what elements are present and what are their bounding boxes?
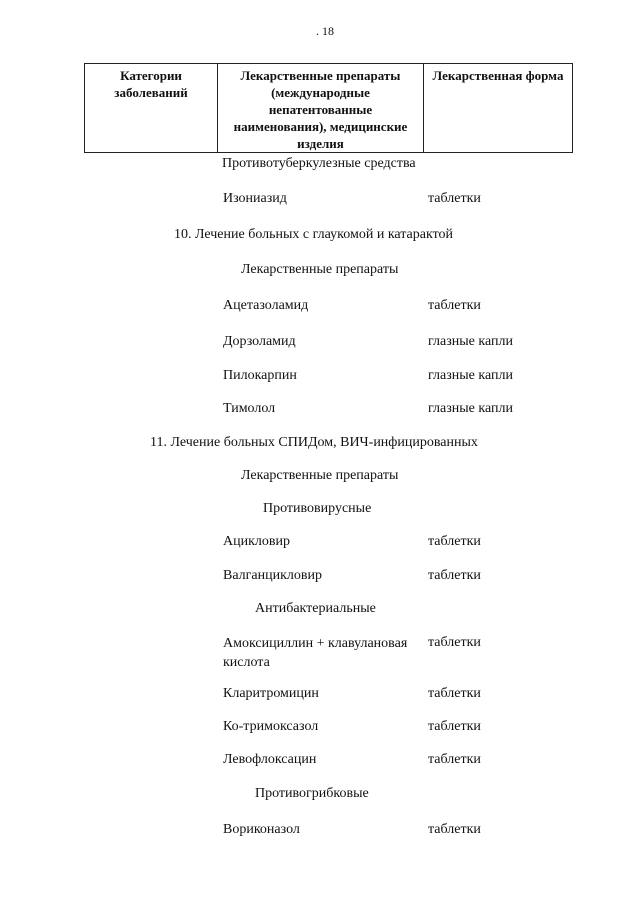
drug-form: таблетки <box>428 568 481 583</box>
drug-name: Изониазид <box>223 191 287 206</box>
drug-name: Амоксициллин + клавулановая кислота <box>223 636 408 670</box>
group-title-antibacterial: Антибактериальные <box>255 601 376 616</box>
drug-form: таблетки <box>428 534 481 549</box>
section-subheading: Лекарственные препараты <box>241 468 399 483</box>
drug-name: Дорзоламид <box>223 334 296 349</box>
page-number: . 18 <box>316 24 334 38</box>
section-heading-11: 11. Лечение больных СПИДом, ВИЧ-инфицированных <box>150 435 478 450</box>
drug-name: Кларитромицин <box>223 686 319 701</box>
drug-form: таблетки <box>428 635 481 650</box>
drug-name: Валганцикловир <box>223 568 322 583</box>
subsection-title-antituberculosis: Противотуберкулезные средства <box>222 156 416 171</box>
drug-form: таблетки <box>428 822 481 837</box>
group-title-antiviral: Противовирусные <box>263 501 372 516</box>
header-table <box>84 63 573 153</box>
drug-name: Ацетазоламид <box>223 298 309 313</box>
drug-form: таблетки <box>428 298 481 313</box>
drug-form: таблетки <box>428 752 481 767</box>
drug-form: глазные капли <box>428 401 513 416</box>
group-title-antifungal: Противогрибковые <box>255 786 369 801</box>
drug-form: глазные капли <box>428 368 513 383</box>
drug-name: Ацикловир <box>223 534 290 549</box>
column-header-categories: Категории заболеваний <box>85 64 218 153</box>
column-header-drugs: Лекарственные препараты (международные непатентованные наименования), медицинские изделия <box>218 64 424 153</box>
drug-form: глазные капли <box>428 334 513 349</box>
drug-name: Тимолол <box>223 401 276 416</box>
drug-form: таблетки <box>428 719 481 734</box>
drug-name: Пилокарпин <box>223 368 297 383</box>
drug-name: Ко-тримоксазол <box>223 719 319 734</box>
drug-name: Вориконазол <box>223 822 300 837</box>
section-heading-10: 10. Лечение больных с глаукомой и катарактой <box>174 227 454 242</box>
drug-name: Левофлоксацин <box>223 752 317 767</box>
section-subheading: Лекарственные препараты <box>241 262 399 277</box>
drug-form: таблетки <box>428 686 481 701</box>
drug-form: таблетки <box>428 191 481 206</box>
column-header-form: Лекарственная форма <box>424 64 573 153</box>
